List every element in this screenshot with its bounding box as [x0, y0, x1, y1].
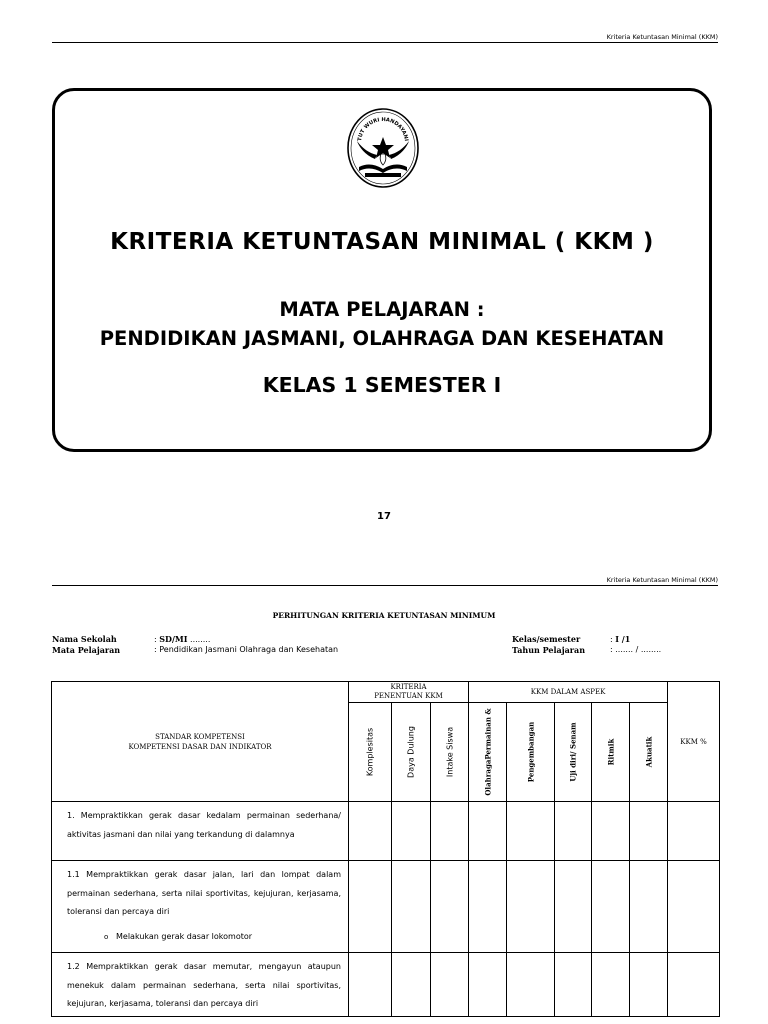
calculation-title: PERHITUNGAN KRITERIA KETUNTASAN MINIMUM [272, 611, 496, 620]
school-dots: ........ [187, 635, 211, 644]
subject-label: MATA PELAJARAN : [279, 298, 485, 321]
criteria-col-support: Daya Dulung [392, 703, 431, 802]
header-divider-2 [52, 585, 718, 586]
svg-text:TUT WURI HANDAYANI: TUT WURI HANDAYANI [357, 116, 409, 142]
cover-subject [49, 295, 715, 353]
school-value: SD/MI [159, 634, 188, 644]
cover-title: KRITERIA KETUNTASAN MINIMAL ( KKM ) [110, 229, 654, 255]
year-value: ....... / ........ [615, 645, 662, 654]
year-info-row [512, 645, 585, 655]
indicator-item: o Melakukan gerak dasar lokomotor [67, 928, 341, 947]
page-header-text-2: Kriteria Ketuntasan Minimal (KKM) [606, 576, 718, 584]
page-header-text: Kriteria Ketuntasan Minimal (KKM) [606, 33, 718, 41]
class-value-row: : I /1 [610, 634, 631, 644]
year-label: Tahun Pelajaran [512, 645, 586, 655]
kkm-table [51, 681, 720, 1017]
bullet-icon: o [104, 932, 109, 941]
year-value-row: : ....... / ........ [610, 645, 662, 654]
row-cell [52, 861, 349, 953]
class-label: Kelas/semester [512, 634, 581, 644]
school-value-row: : SD/MI ........ [154, 634, 211, 644]
page-number: 17 [377, 511, 391, 522]
row-text: 1.1 Mempraktikkan gerak dasar jalan, lari dan lompat dalam permainan sederhana, serta nilai sportivitas, kejujuran, kerjasama, toleransi dan percaya diri [67, 870, 341, 916]
cover-class-semester: KELAS 1 SEMESTER I [262, 373, 502, 397]
subject-info-value: Pendidikan Jasmani Olahraga dan Kesehatan [159, 645, 339, 654]
row-text: 1. Mempraktikkan gerak dasar kedalam permainan sederhana/ aktivitas jasmani dan nilai yang terkandung di dalamnya [52, 802, 349, 861]
criteria-col-intake: Intake Siswa [431, 703, 469, 802]
col-standard-header: STANDAR KOMPETENSI KOMPETENSI DASAR DAN INDIKATOR [52, 682, 349, 802]
table-row [52, 953, 720, 1017]
row-text: 1.2 Mempraktikkan gerak dasar memutar, mengayun ataupun menekuk dalam permainan sederhana, serta nilai sportivitas, kejujuran, kerjasama, toleransi dan percaya diri [52, 953, 349, 1017]
class-info-row [512, 634, 580, 644]
class-value: I /1 [615, 634, 631, 644]
subject-info-label: Mata Pelajaran [52, 645, 121, 655]
subject-value-row: : Pendidikan Jasmani Olahraga dan Kesehatan [154, 645, 339, 654]
aspect-col-aquatic: Akuatik [630, 703, 668, 802]
table-row [52, 861, 720, 953]
subject-info-row [52, 645, 120, 655]
aspect-col-games: OlahragaPermainan & [469, 703, 507, 802]
aspect-group-header: KKM DALAM ASPEK [469, 682, 668, 703]
aspect-col-gymnastics: Uji diri/ Senam [555, 703, 592, 802]
aspect-col-development: Pengembangan [507, 703, 555, 802]
school-label: Nama Sekolah [52, 634, 117, 644]
table-row [52, 802, 720, 861]
kkm-percent-header: KKM % [668, 682, 720, 802]
school-info-row [52, 634, 117, 644]
subject-name: PENDIDIKAN JASMANI, OLAHRAGA DAN KESEHATAN [99, 327, 665, 350]
aspect-col-rhythmic: Ritmik [592, 703, 630, 802]
cover-box [52, 88, 712, 452]
header-divider [52, 42, 718, 43]
criteria-col-complexity: Komplesitas [349, 703, 392, 802]
criteria-group-header: KRITERIA PENENTUAN KKM [349, 682, 469, 703]
tut-wuri-handayani-emblem [345, 107, 421, 189]
